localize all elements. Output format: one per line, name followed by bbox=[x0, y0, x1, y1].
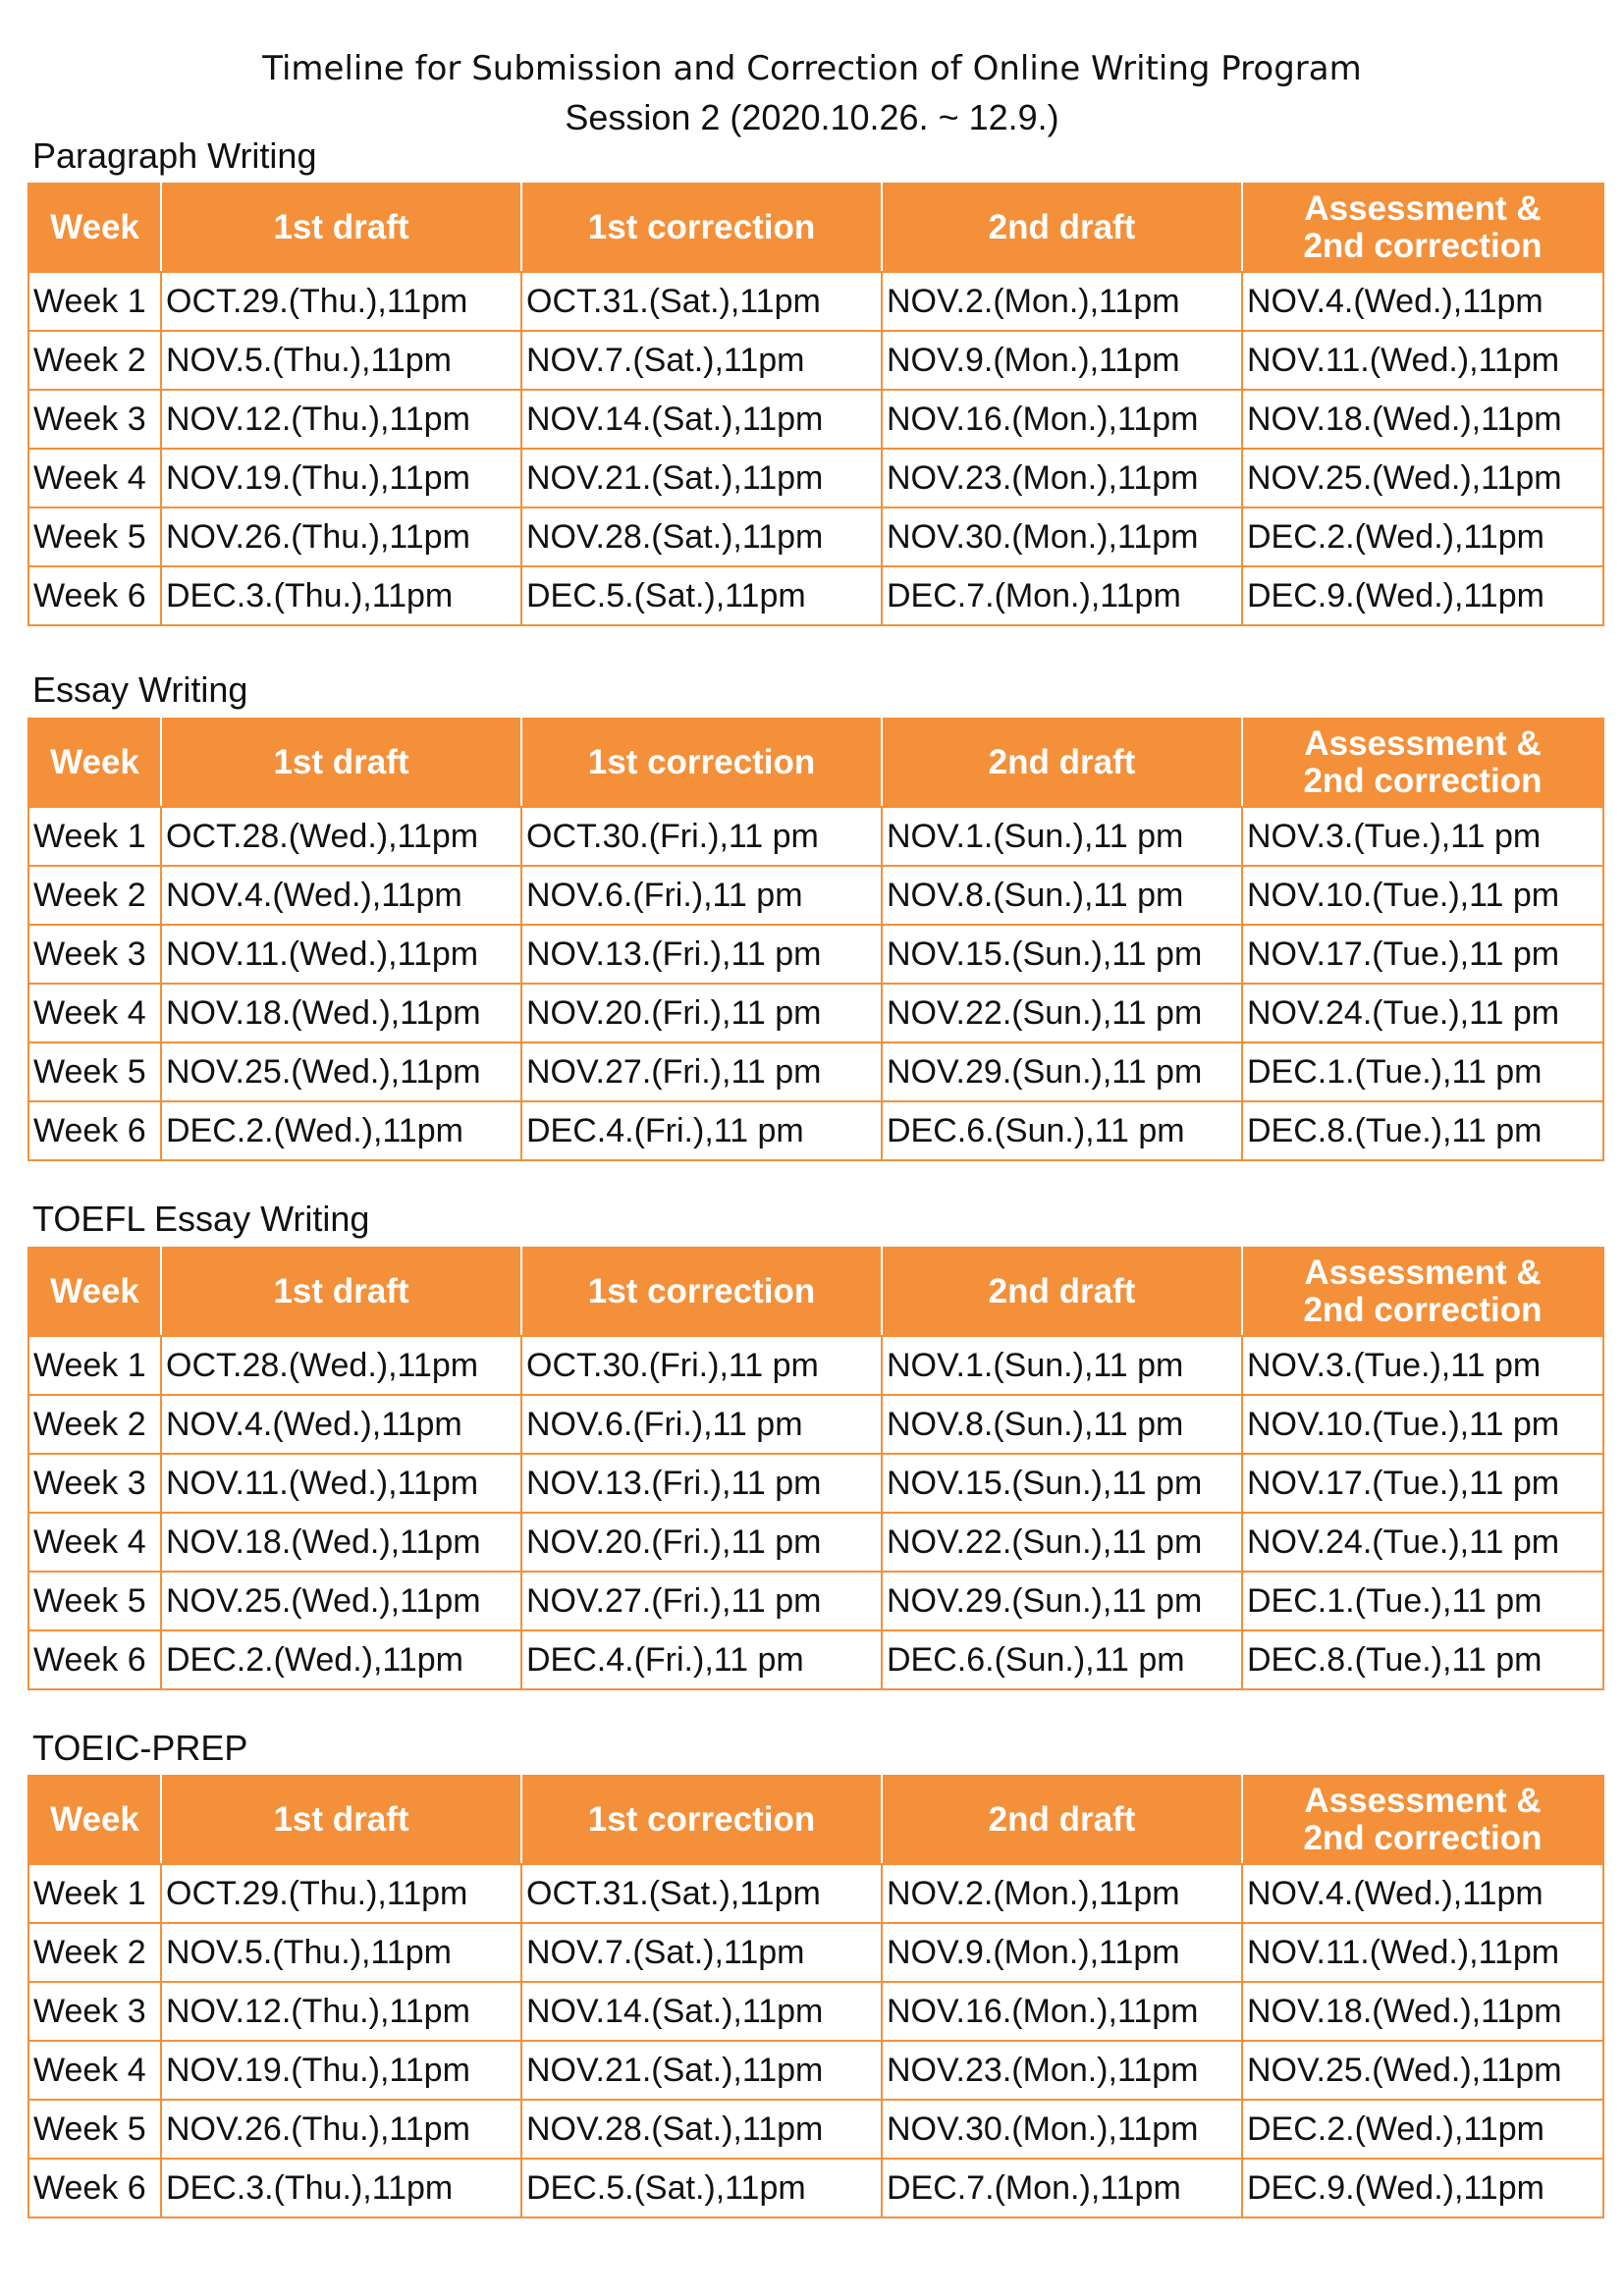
week-cell: Week 3 bbox=[28, 925, 161, 984]
date-cell: OCT.29.(Thu.),11pm bbox=[161, 1864, 521, 1923]
date-cell: NOV.9.(Mon.),11pm bbox=[882, 331, 1242, 390]
table-row bbox=[28, 1864, 1603, 1923]
header-row bbox=[28, 719, 1603, 807]
date-cell: NOV.8.(Sun.),11 pm bbox=[882, 1395, 1242, 1454]
date-cell: NOV.25.(Wed.),11pm bbox=[1242, 2041, 1603, 2100]
table-row bbox=[28, 1454, 1603, 1513]
week-cell: Week 4 bbox=[28, 449, 161, 507]
date-cell: NOV.16.(Mon.),11pm bbox=[882, 1982, 1242, 2041]
section-title-paragraph-writing: Paragraph Writing bbox=[32, 135, 317, 176]
table-row bbox=[28, 507, 1603, 566]
date-cell: DEC.8.(Tue.),11 pm bbox=[1242, 1101, 1603, 1160]
date-cell: NOV.9.(Mon.),11pm bbox=[882, 1923, 1242, 1982]
column-header-line: 2nd correction bbox=[1303, 1291, 1543, 1329]
week-cell: Week 1 bbox=[28, 1336, 161, 1395]
date-cell: NOV.19.(Thu.),11pm bbox=[161, 449, 521, 507]
schedule-table-toefl-essay-writing bbox=[27, 1247, 1604, 1690]
column-header: Week bbox=[28, 719, 161, 807]
table-row bbox=[28, 1982, 1603, 2041]
table-row bbox=[28, 1923, 1603, 1982]
date-cell: NOV.20.(Fri.),11 pm bbox=[521, 1513, 882, 1572]
date-cell: OCT.31.(Sat.),11pm bbox=[521, 1864, 882, 1923]
table-row bbox=[28, 331, 1603, 390]
date-cell: NOV.10.(Tue.),11 pm bbox=[1242, 1395, 1603, 1454]
date-cell: DEC.6.(Sun.),11 pm bbox=[882, 1101, 1242, 1160]
date-cell: DEC.1.(Tue.),11 pm bbox=[1242, 1572, 1603, 1630]
date-cell: NOV.8.(Sun.),11 pm bbox=[882, 866, 1242, 925]
table-row bbox=[28, 1042, 1603, 1101]
week-cell: Week 2 bbox=[28, 331, 161, 390]
date-cell: NOV.5.(Thu.),11pm bbox=[161, 1923, 521, 1982]
column-header: Week bbox=[28, 1248, 161, 1336]
week-cell: Week 6 bbox=[28, 1630, 161, 1689]
date-cell: NOV.18.(Wed.),11pm bbox=[161, 1513, 521, 1572]
week-cell: Week 3 bbox=[28, 1982, 161, 2041]
table-row bbox=[28, 1630, 1603, 1689]
session-subtitle: Session 2 (2020.10.26. ~ 12.9.) bbox=[565, 97, 1059, 137]
column-header: 1st correction bbox=[521, 1248, 882, 1336]
date-cell: DEC.9.(Wed.),11pm bbox=[1242, 2159, 1603, 2217]
table-row bbox=[28, 807, 1603, 866]
date-cell: NOV.19.(Thu.),11pm bbox=[161, 2041, 521, 2100]
column-header: Week bbox=[28, 1776, 161, 1864]
date-cell: DEC.2.(Wed.),11pm bbox=[1242, 507, 1603, 566]
date-cell: DEC.3.(Thu.),11pm bbox=[161, 566, 521, 625]
date-cell: NOV.21.(Sat.),11pm bbox=[521, 2041, 882, 2100]
week-cell: Week 1 bbox=[28, 1864, 161, 1923]
date-cell: NOV.27.(Fri.),11 pm bbox=[521, 1042, 882, 1101]
date-cell: NOV.2.(Mon.),11pm bbox=[882, 1864, 1242, 1923]
date-cell: NOV.24.(Tue.),11 pm bbox=[1242, 984, 1603, 1042]
date-cell: NOV.20.(Fri.),11 pm bbox=[521, 984, 882, 1042]
date-cell: NOV.12.(Thu.),11pm bbox=[161, 390, 521, 449]
date-cell: NOV.29.(Sun.),11 pm bbox=[882, 1572, 1242, 1630]
date-cell: NOV.6.(Fri.),11 pm bbox=[521, 866, 882, 925]
date-cell: NOV.18.(Wed.),11pm bbox=[161, 984, 521, 1042]
date-cell: NOV.29.(Sun.),11 pm bbox=[882, 1042, 1242, 1101]
week-cell: Week 5 bbox=[28, 507, 161, 566]
schedule-table-toeic-prep bbox=[27, 1775, 1604, 2218]
date-cell: NOV.15.(Sun.),11 pm bbox=[882, 1454, 1242, 1513]
date-cell: DEC.2.(Wed.),11pm bbox=[161, 1630, 521, 1689]
date-cell: DEC.6.(Sun.),11 pm bbox=[882, 1630, 1242, 1689]
date-cell: DEC.7.(Mon.),11pm bbox=[882, 566, 1242, 625]
date-cell: NOV.4.(Wed.),11pm bbox=[1242, 1864, 1603, 1923]
date-cell: DEC.5.(Sat.),11pm bbox=[521, 2159, 882, 2217]
date-cell: NOV.11.(Wed.),11pm bbox=[161, 1454, 521, 1513]
week-cell: Week 5 bbox=[28, 1042, 161, 1101]
date-cell: NOV.1.(Sun.),11 pm bbox=[882, 1336, 1242, 1395]
week-cell: Week 1 bbox=[28, 807, 161, 866]
column-header: 1st draft bbox=[161, 719, 521, 807]
date-cell: NOV.2.(Mon.),11pm bbox=[882, 272, 1242, 331]
week-cell: Week 3 bbox=[28, 1454, 161, 1513]
date-cell: NOV.30.(Mon.),11pm bbox=[882, 2100, 1242, 2159]
date-cell: NOV.7.(Sat.),11pm bbox=[521, 331, 882, 390]
week-cell: Week 6 bbox=[28, 566, 161, 625]
date-cell: NOV.7.(Sat.),11pm bbox=[521, 1923, 882, 1982]
column-header-line: Assessment & bbox=[1304, 189, 1542, 228]
column-header: 2nd draft bbox=[882, 719, 1242, 807]
week-cell: Week 6 bbox=[28, 2159, 161, 2217]
column-header-line: Assessment & bbox=[1304, 1254, 1542, 1292]
date-cell: NOV.3.(Tue.),11 pm bbox=[1242, 807, 1603, 866]
date-cell: NOV.27.(Fri.),11 pm bbox=[521, 1572, 882, 1630]
table-row bbox=[28, 449, 1603, 507]
date-cell: DEC.2.(Wed.),11pm bbox=[1242, 2100, 1603, 2159]
week-cell: Week 2 bbox=[28, 866, 161, 925]
header-row bbox=[28, 1248, 1603, 1336]
date-cell: NOV.10.(Tue.),11 pm bbox=[1242, 866, 1603, 925]
date-cell: NOV.23.(Mon.),11pm bbox=[882, 2041, 1242, 2100]
section-title-toefl-essay-writing: TOEFL Essay Writing bbox=[32, 1199, 370, 1239]
column-header: 1st draft bbox=[161, 1248, 521, 1336]
date-cell: NOV.15.(Sun.),11 pm bbox=[882, 925, 1242, 984]
date-cell: NOV.26.(Thu.),11pm bbox=[161, 2100, 521, 2159]
table-row bbox=[28, 1336, 1603, 1395]
date-cell: DEC.3.(Thu.),11pm bbox=[161, 2159, 521, 2217]
date-cell: NOV.13.(Fri.),11 pm bbox=[521, 1454, 882, 1513]
header-row bbox=[28, 184, 1603, 272]
date-cell: NOV.18.(Wed.),11pm bbox=[1242, 1982, 1603, 2041]
date-cell: DEC.4.(Fri.),11 pm bbox=[521, 1630, 882, 1689]
column-header-line: Assessment & bbox=[1304, 1782, 1542, 1820]
date-cell: NOV.5.(Thu.),11pm bbox=[161, 331, 521, 390]
date-cell: DEC.7.(Mon.),11pm bbox=[882, 2159, 1242, 2217]
date-cell: DEC.8.(Tue.),11 pm bbox=[1242, 1630, 1603, 1689]
date-cell: NOV.11.(Wed.),11pm bbox=[1242, 1923, 1603, 1982]
date-cell: NOV.25.(Wed.),11pm bbox=[161, 1042, 521, 1101]
date-cell: NOV.4.(Wed.),11pm bbox=[161, 1395, 521, 1454]
date-cell: OCT.28.(Wed.),11pm bbox=[161, 1336, 521, 1395]
column-header-line: 2nd correction bbox=[1303, 1819, 1543, 1857]
date-cell: DEC.5.(Sat.),11pm bbox=[521, 566, 882, 625]
date-cell: NOV.24.(Tue.),11 pm bbox=[1242, 1513, 1603, 1572]
date-cell: NOV.28.(Sat.),11pm bbox=[521, 507, 882, 566]
schedule-table-paragraph-writing bbox=[27, 183, 1604, 626]
date-cell: NOV.17.(Tue.),11 pm bbox=[1242, 1454, 1603, 1513]
date-cell: NOV.16.(Mon.),11pm bbox=[882, 390, 1242, 449]
page-title: Timeline for Submission and Correction of Online Writing Program bbox=[262, 49, 1362, 88]
week-cell: Week 6 bbox=[28, 1101, 161, 1160]
date-cell: NOV.3.(Tue.),11 pm bbox=[1242, 1336, 1603, 1395]
date-cell: NOV.23.(Mon.),11pm bbox=[882, 449, 1242, 507]
column-header bbox=[1242, 719, 1603, 807]
date-cell: NOV.12.(Thu.),11pm bbox=[161, 1982, 521, 2041]
table-row bbox=[28, 2100, 1603, 2159]
table-row bbox=[28, 2041, 1603, 2100]
table-row bbox=[28, 390, 1603, 449]
date-cell: OCT.29.(Thu.),11pm bbox=[161, 272, 521, 331]
table-row bbox=[28, 1513, 1603, 1572]
table-row bbox=[28, 272, 1603, 331]
section-title-toeic-prep: TOEIC-PREP bbox=[32, 1728, 248, 1768]
week-cell: Week 3 bbox=[28, 390, 161, 449]
date-cell: DEC.2.(Wed.),11pm bbox=[161, 1101, 521, 1160]
date-cell: NOV.6.(Fri.),11 pm bbox=[521, 1395, 882, 1454]
date-cell: NOV.1.(Sun.),11 pm bbox=[882, 807, 1242, 866]
date-cell: OCT.31.(Sat.),11pm bbox=[521, 272, 882, 331]
date-cell: NOV.25.(Wed.),11pm bbox=[1242, 449, 1603, 507]
date-cell: NOV.18.(Wed.),11pm bbox=[1242, 390, 1603, 449]
column-header: 2nd draft bbox=[882, 184, 1242, 272]
date-cell: NOV.4.(Wed.),11pm bbox=[1242, 272, 1603, 331]
week-cell: Week 2 bbox=[28, 1395, 161, 1454]
column-header: 2nd draft bbox=[882, 1776, 1242, 1864]
week-cell: Week 4 bbox=[28, 2041, 161, 2100]
column-header bbox=[1242, 1248, 1603, 1336]
column-header: Week bbox=[28, 184, 161, 272]
header-row bbox=[28, 1776, 1603, 1864]
date-cell: NOV.21.(Sat.),11pm bbox=[521, 449, 882, 507]
date-cell: NOV.25.(Wed.),11pm bbox=[161, 1572, 521, 1630]
column-header: 1st draft bbox=[161, 1776, 521, 1864]
table-row bbox=[28, 566, 1603, 625]
table-row bbox=[28, 984, 1603, 1042]
date-cell: DEC.1.(Tue.),11 pm bbox=[1242, 1042, 1603, 1101]
column-header bbox=[1242, 184, 1603, 272]
date-cell: OCT.30.(Fri.),11 pm bbox=[521, 1336, 882, 1395]
date-cell: OCT.28.(Wed.),11pm bbox=[161, 807, 521, 866]
column-header-line: 2nd correction bbox=[1303, 227, 1543, 265]
column-header-line: 2nd correction bbox=[1303, 762, 1543, 800]
date-cell: NOV.11.(Wed.),11pm bbox=[1242, 331, 1603, 390]
date-cell: NOV.11.(Wed.),11pm bbox=[161, 925, 521, 984]
table-row bbox=[28, 2159, 1603, 2217]
date-cell: OCT.30.(Fri.),11 pm bbox=[521, 807, 882, 866]
column-header bbox=[1242, 1776, 1603, 1864]
week-cell: Week 2 bbox=[28, 1923, 161, 1982]
week-cell: Week 5 bbox=[28, 2100, 161, 2159]
week-cell: Week 4 bbox=[28, 1513, 161, 1572]
date-cell: DEC.9.(Wed.),11pm bbox=[1242, 566, 1603, 625]
week-cell: Week 4 bbox=[28, 984, 161, 1042]
week-cell: Week 5 bbox=[28, 1572, 161, 1630]
date-cell: NOV.14.(Sat.),11pm bbox=[521, 390, 882, 449]
date-cell: NOV.14.(Sat.),11pm bbox=[521, 1982, 882, 2041]
column-header: 1st draft bbox=[161, 184, 521, 272]
section-title-essay-writing: Essay Writing bbox=[32, 669, 248, 710]
table-row bbox=[28, 1572, 1603, 1630]
table-row bbox=[28, 1395, 1603, 1454]
date-cell: NOV.17.(Tue.),11 pm bbox=[1242, 925, 1603, 984]
date-cell: NOV.13.(Fri.),11 pm bbox=[521, 925, 882, 984]
date-cell: NOV.26.(Thu.),11pm bbox=[161, 507, 521, 566]
date-cell: NOV.30.(Mon.),11pm bbox=[882, 507, 1242, 566]
column-header: 1st correction bbox=[521, 719, 882, 807]
date-cell: NOV.22.(Sun.),11 pm bbox=[882, 1513, 1242, 1572]
week-cell: Week 1 bbox=[28, 272, 161, 331]
table-row bbox=[28, 866, 1603, 925]
column-header: 1st correction bbox=[521, 1776, 882, 1864]
column-header: 2nd draft bbox=[882, 1248, 1242, 1336]
table-row bbox=[28, 1101, 1603, 1160]
table-row bbox=[28, 925, 1603, 984]
schedule-table-essay-writing bbox=[27, 718, 1604, 1161]
date-cell: NOV.22.(Sun.),11 pm bbox=[882, 984, 1242, 1042]
date-cell: NOV.4.(Wed.),11pm bbox=[161, 866, 521, 925]
column-header-line: Assessment & bbox=[1304, 724, 1542, 763]
date-cell: NOV.28.(Sat.),11pm bbox=[521, 2100, 882, 2159]
column-header: 1st correction bbox=[521, 184, 882, 272]
date-cell: DEC.4.(Fri.),11 pm bbox=[521, 1101, 882, 1160]
